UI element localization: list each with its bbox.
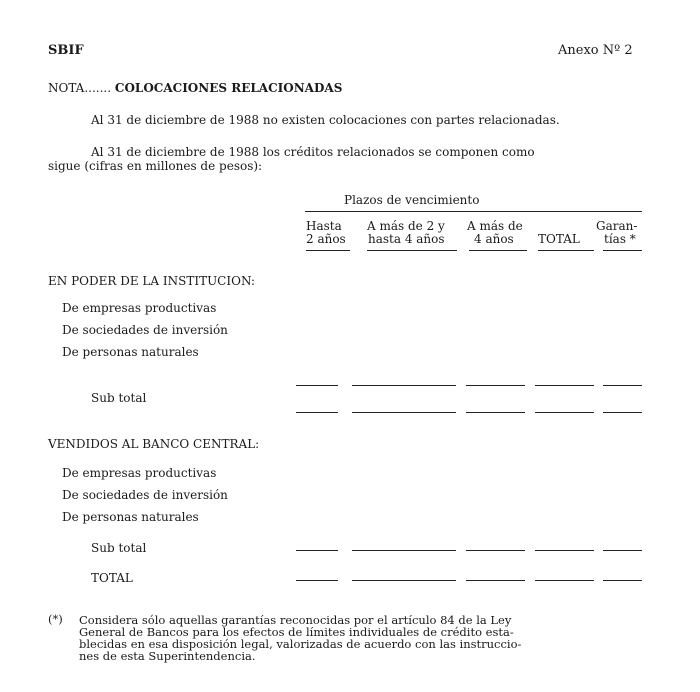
- total-rule: [466, 580, 525, 581]
- col-header-4-line-2: TOTAL: [538, 232, 580, 246]
- col-header-rule: [306, 250, 350, 251]
- row-label: De sociedades de inversión: [62, 323, 228, 337]
- row-label: De empresas productivas: [62, 301, 217, 315]
- note-title: [48, 82, 342, 94]
- footnote-text: [79, 614, 521, 662]
- col-header-2-line-1: A más de 2 y: [367, 219, 445, 233]
- col-header-1-line-2: 2 años: [306, 232, 346, 246]
- subtotal-rule: [535, 385, 594, 386]
- subtotal-rule: [352, 385, 456, 386]
- row-label: De empresas productivas: [62, 466, 217, 480]
- group-header-rule: [305, 211, 642, 212]
- row-label: De personas naturales: [62, 510, 199, 524]
- subtotal-rule: [535, 550, 594, 551]
- note-title-text: COLOCACIONES RELACIONADAS: [114, 81, 343, 95]
- footnote-line: General de Bancos para los efectos de límites individuales de crédito esta-: [79, 625, 514, 639]
- footnote-line: Considera sólo aquellas garantías reconocidas por el artículo 84 de la Ley: [79, 613, 512, 627]
- footnote-marker: (*): [48, 612, 63, 626]
- col-header-rule: [603, 250, 642, 251]
- paragraph-2-line-2: sigue (cifras en millones de pesos):: [48, 159, 263, 173]
- subtotal-rule: [535, 412, 594, 413]
- col-header-2-line-2: hasta 4 años: [368, 232, 445, 246]
- total-label: TOTAL: [91, 571, 133, 585]
- col-header-5-line-2: tías *: [604, 232, 636, 246]
- subtotal-rule: [296, 412, 338, 413]
- row-label: De personas naturales: [62, 345, 199, 359]
- subtotal-rule: [466, 550, 525, 551]
- subtotal-rule: [466, 385, 525, 386]
- header-right: Anexo Nº 2: [558, 43, 633, 58]
- subtotal-rule: [296, 550, 338, 551]
- total-rule: [603, 580, 642, 581]
- header-left: SBIF: [48, 43, 84, 58]
- col-header-3-line-1: A más de: [467, 219, 523, 233]
- subtotal-rule: [466, 412, 525, 413]
- section-1-title: EN PODER DE LA INSTITUCION:: [48, 274, 256, 288]
- paragraph-2-line-1: Al 31 de diciembre de 1988 los créditos relacionados se componen como: [91, 145, 535, 159]
- subtotal-rule: [352, 550, 456, 551]
- col-header-3-line-2: 4 años: [474, 232, 514, 246]
- total-rule: [296, 580, 338, 581]
- subtotal-rule: [603, 385, 642, 386]
- footnote-line: nes de esta Superintendencia.: [79, 649, 256, 663]
- subtotal-rule: [603, 550, 642, 551]
- footnote-line: blecidas en esa disposición legal, valorizadas de acuerdo con las instruccio-: [79, 637, 522, 651]
- table-group-header: Plazos de vencimiento: [344, 193, 480, 207]
- subtotal-rule: [352, 412, 456, 413]
- col-header-5-line-1: Garan-: [596, 219, 638, 233]
- col-header-1-line-1: Hasta: [306, 219, 342, 233]
- col-header-rule: [469, 250, 527, 251]
- col-header-rule: [367, 250, 457, 251]
- subtotal-rule: [296, 385, 338, 386]
- total-rule: [535, 580, 594, 581]
- note-prefix: NOTA.......: [48, 81, 112, 95]
- section-2-title: VENDIDOS AL BANCO CENTRAL:: [48, 437, 260, 451]
- total-rule: [352, 580, 456, 581]
- row-label: De sociedades de inversión: [62, 488, 228, 502]
- subtotal-label: Sub total: [91, 541, 147, 555]
- paragraph-1: Al 31 de diciembre de 1988 no existen colocaciones con partes relacionadas.: [91, 113, 560, 127]
- col-header-rule: [538, 250, 594, 251]
- subtotal-rule: [603, 412, 642, 413]
- subtotal-label: Sub total: [91, 391, 147, 405]
